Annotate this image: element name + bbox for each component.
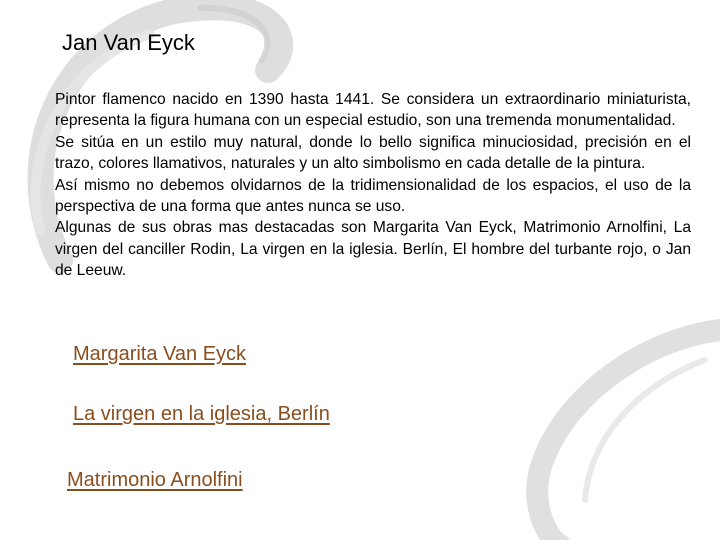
slide-title: Jan Van Eyck xyxy=(62,30,195,55)
link-margarita-van-eyck[interactable]: Margarita Van Eyck xyxy=(73,343,247,365)
paragraph-perspective: Así mismo no debemos olvidarnos de la tridimensionalidad de los espacios, el uso de la perspectiva de una forma que antes nunca se uso. xyxy=(55,176,691,216)
brush-ring-top xyxy=(200,8,267,60)
body-text xyxy=(55,89,691,282)
brush-swirl-right xyxy=(537,330,720,540)
paragraph-style: Se sitúa en un estilo muy natural, donde lo bello significa minuciosidad, precisión en el trazo, colores llamativos, naturales y un alto simbolismo en cada detalle de la pintura. xyxy=(55,133,691,173)
link-virgen-iglesia-berlin[interactable]: La virgen en la iglesia, Berlín xyxy=(73,403,330,425)
brush-swirl-right-thin xyxy=(585,360,705,500)
paragraph-works: Algunas de sus obras mas destacadas son Margarita Van Eyck, Matrimonio Arnolfini, La virgen del canciller Rodin, La virgen en la iglesia. Berlín, El hombre del turbante rojo, o Jan de Leeuw. xyxy=(55,219,691,280)
paragraph-biography: Pintor flamenco nacido en 1390 hasta 1441. Se considera un extraordinario miniaturista, representa la figura humana con un especial estudio, son una tremenda monumentalidad. xyxy=(55,91,691,130)
link-matrimonio-arnolfini[interactable]: Matrimonio Arnolfini xyxy=(67,469,243,491)
